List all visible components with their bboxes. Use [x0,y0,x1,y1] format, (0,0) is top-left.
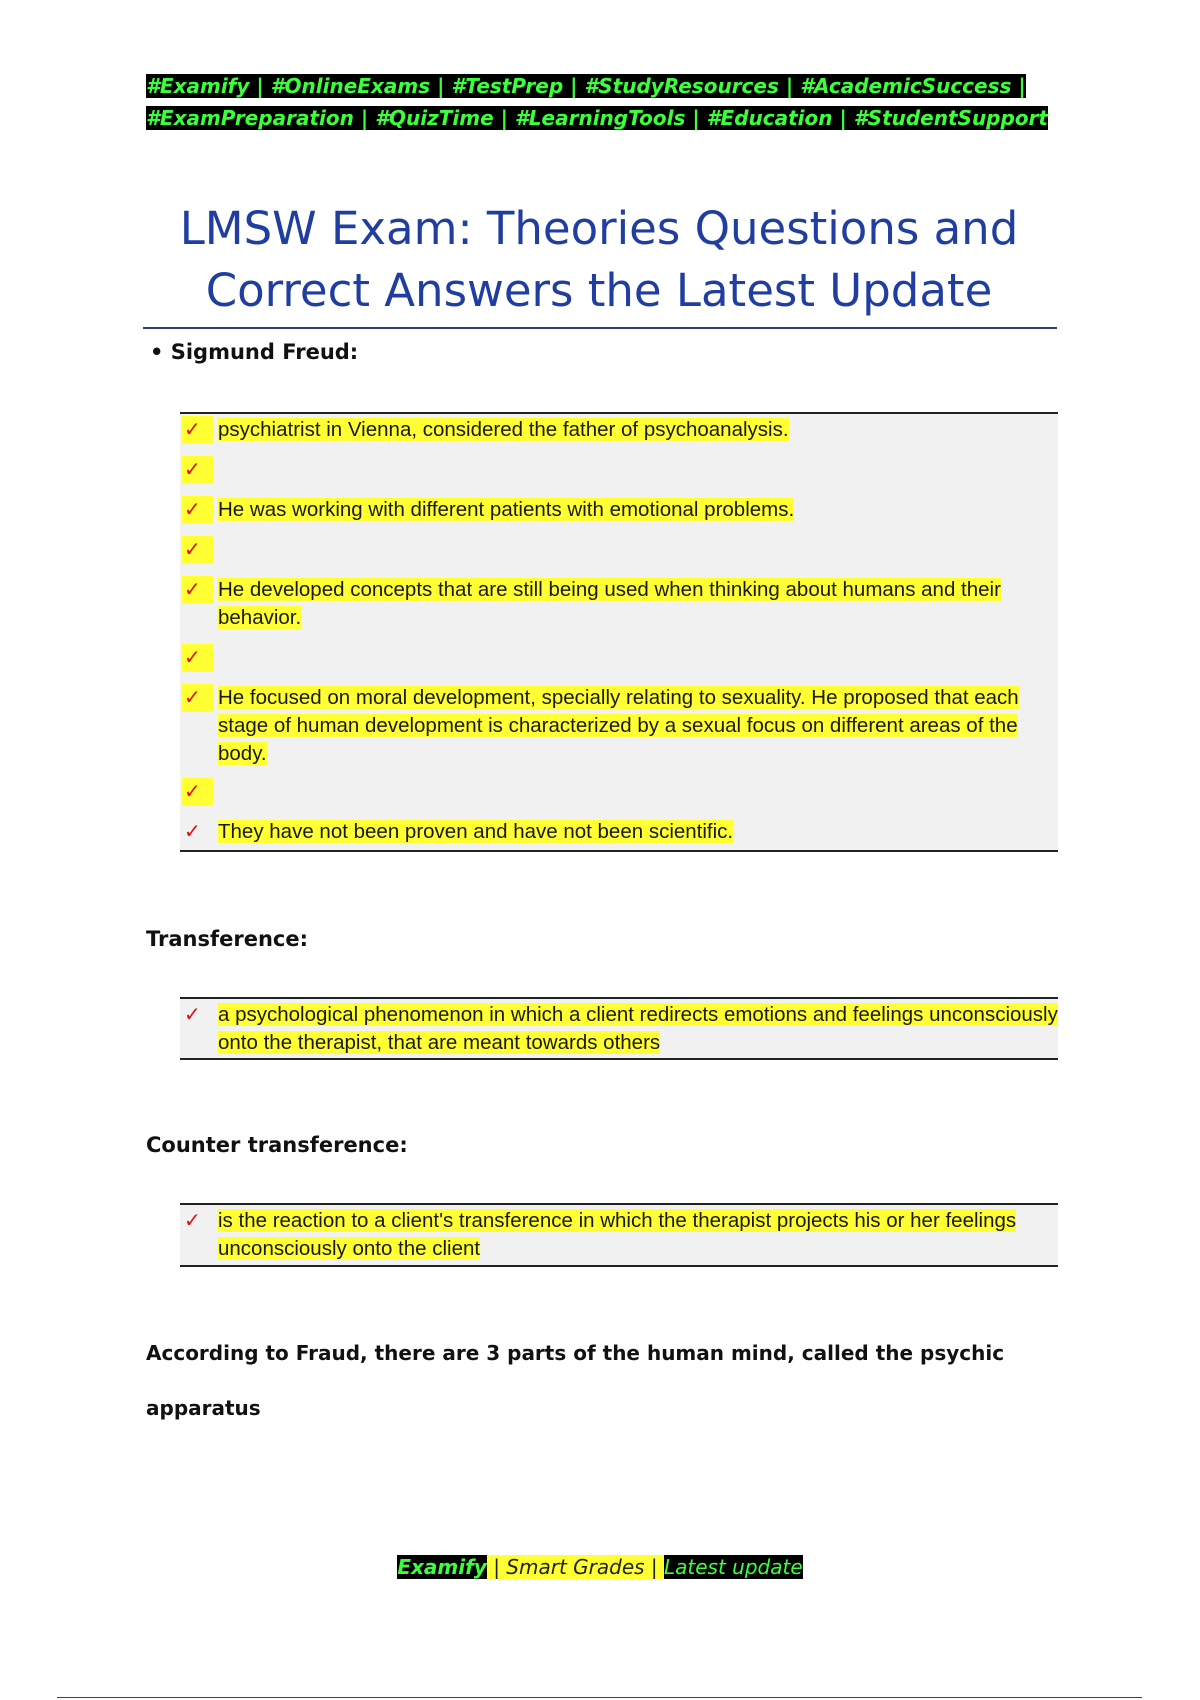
hashtag-line-1: #Examify | #OnlineExams | #TestPrep | #StudyResources | #AcademicSuccess | [146,74,1026,98]
answer-text: They have not been proven and have not been scientific. [218,820,734,843]
checkmark-icon: ✓ [182,644,213,672]
checkmark-icon: ✓ [182,576,213,604]
list-item [180,644,1058,684]
list-item [180,416,1058,456]
title-line-1: LMSW Exam: Theories Questions and [179,202,1019,255]
checkmark-icon: ✓ [182,536,213,564]
checkmark-icon: ✓ [184,1004,201,1026]
answer-text: He developed concepts that are still being used when thinking about humans and their behavior. [218,578,1001,629]
footer-banner [0,1553,1200,1581]
checkmark-icon: ✓ [182,778,213,806]
list-item [180,1207,1058,1263]
checkmark-icon: ✓ [182,456,213,484]
answer-text: He focused on moral development, specially relating to sexuality. He proposed that each stage of human development is characterized by a sexual focus on different areas of the body. [218,686,1019,765]
document-title [143,198,1055,322]
list-item [180,684,1058,778]
title-divider [143,327,1057,329]
footer-brand: Examify [397,1555,487,1579]
answer-text: He was working with different patients with emotional problems. [218,498,795,521]
checkmark-icon: ✓ [182,684,213,712]
list-item [180,778,1058,818]
counter-transference-heading: Counter transference: [146,1133,408,1157]
list-item [180,576,1058,644]
answer-text: psychiatrist in Vienna, considered the father of psychoanalysis. [218,418,789,441]
hashtag-line-2: #ExamPreparation | #QuizTime | #LearningTools | #Education | #StudentSupport [146,106,1048,130]
freud-heading: • Sigmund Freud: [150,340,359,364]
checkmark-icon: ✓ [184,821,201,843]
counter-transference-answer-box [180,1203,1058,1267]
list-item [180,1001,1058,1057]
list-item [180,818,1058,852]
page-bottom-divider [57,1697,1142,1698]
title-line-2: Correct Answers the Latest Update [205,264,993,317]
checkmark-icon: ✓ [184,1210,201,1232]
footer-tagline: | Smart Grades | [486,1555,665,1579]
list-item [180,536,1058,576]
freud-answer-box [180,412,1058,852]
list-item [180,496,1058,536]
transference-heading: Transference: [146,927,309,951]
checkmark-icon: ✓ [182,416,213,444]
psychic-apparatus-paragraph: According to Fraud, there are 3 parts of the human mind, called the psychic apparatus [146,1341,1005,1420]
footer-latest-update: Latest update [664,1555,803,1579]
hashtag-banner [146,70,1054,134]
checkmark-icon: ✓ [182,496,213,524]
list-item [180,456,1058,496]
transference-answer-box [180,997,1058,1060]
answer-text: is the reaction to a client's transference in which the therapist projects his or her feelings unconsciously onto the client [218,1209,1017,1260]
answer-text: a psychological phenomenon in which a client redirects emotions and feelings unconsciously onto the therapist, that are meant towards others [218,1003,1058,1054]
